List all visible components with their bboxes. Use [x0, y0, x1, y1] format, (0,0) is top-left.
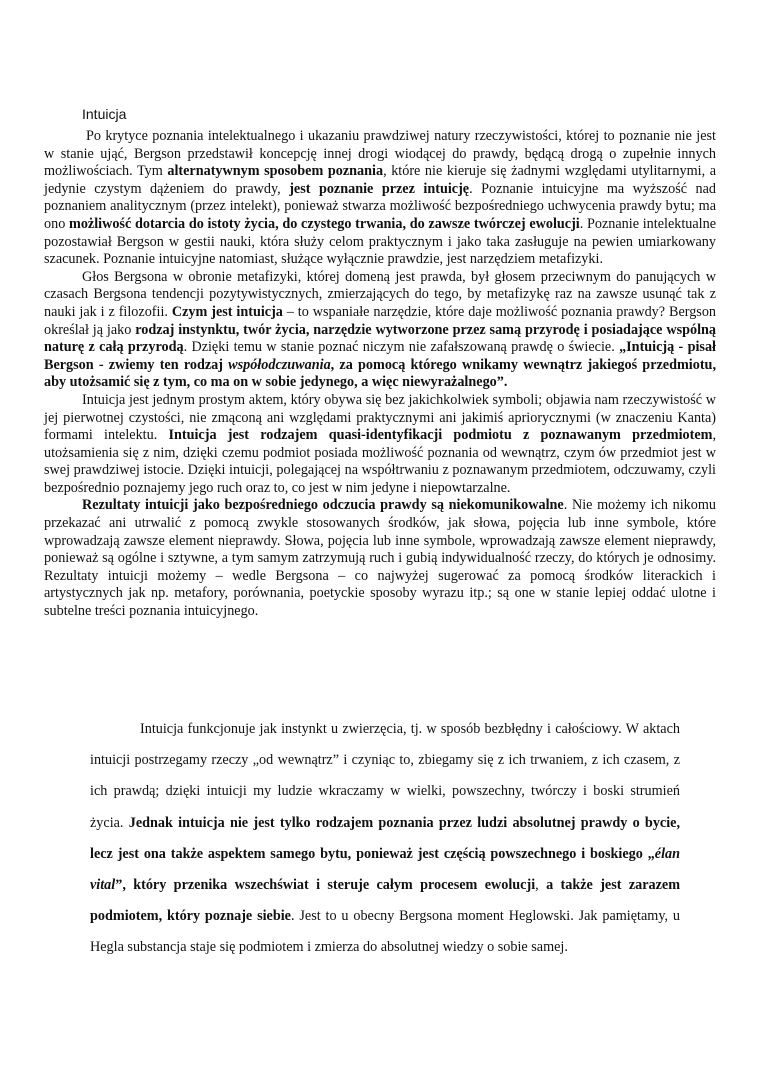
text-segment: jest poznanie przez intuicję	[289, 180, 470, 197]
text-segment: . Jest to u obecny Bergsona moment Heglowski. Jak pamiętamy, u Hegla substancja staje się podmiotem i zmierza do absolutnej wiedzy o sobie samej.	[90, 908, 680, 956]
text-segment: Czym jest intuicja	[171, 303, 283, 320]
text-segment: Intuicja funkcjonuje jak instynkt u zwierzęcia, tj. w sposób bezbłędny i całościowy. W aktach intuicji postrzegamy rzeczy „od wewnątrz” i czyniąc to, zbiegamy się z ich trwaniem, z ich czasem, z ich prawdą; dzięki intuicji my ludzie wkraczamy w wielki, powszechny, twórczy i boski strumień życia.	[90, 721, 680, 831]
block-quote	[90, 714, 680, 964]
text-segment: , które nie kieruje się żadnymi względami utylitarnymi, a jedynie czystym dążeniem do prawdy,	[44, 163, 716, 197]
text-segment: możliwość dotarcia do istoty życia, do czystego trwania, do zawsze twórczej ewolucji	[69, 215, 580, 232]
text-segment: . Nie możemy ich nikomu przekazać ani utrwalić z pomocą zwykle stosowanych środków, jak słowa, pojęcia lub inne symbole, które wprowadzają zawsze element nieprawdy. Słowa, pojęcia lub inne symbole, wprowadzają zawsze element nieprawdy, ponieważ są ogólne i sztywne, a tym samym zatrzymują ruch i gubią indywidualność rzeczy, do których je odnosimy. Rezultaty intuicji możemy – wedle Bergsona – co najwyżej sugerować za pomocą środków literackich i artystycznych jak np. metafory, porównania, poetyckie sposoby wyrazu itp.; są one w stanie lepiej oddać ulotne i subtelne treści poznania intuicyjnego.	[44, 497, 716, 620]
paragraph-5	[90, 714, 680, 964]
paragraph-4	[44, 497, 716, 620]
text-segment: , utożsamienia się z nim, dzięki czemu podmiot posiada możliwość poznania od wewnątrz, czym ów przedmiot jest w swej prawdziwej istocie. Dzięki intuicji, polegającej na współtrwaniu z poznawanym przedmiotem, odczuwamy, czyli bezpośrednio poznajemy jego ruch oraz to, co jest w nim jedyne i niepowtarzalne.	[44, 427, 716, 496]
text-segment: Intuicja jest jednym prostym aktem, który obywa się bez jakichkolwiek symboli; objawia nam rzeczywistość w jej pierwotnej czystości, nie zmąconą ani względami praktycznymi ani jakimiś apriorycznymi (w znaczeniu Kanta) formami intelektu.	[44, 391, 716, 444]
text-segment: élan vital	[90, 845, 680, 894]
text-segment: Jednak intuicja nie jest tylko rodzajem poznania przez ludzi absolutnej prawdy o bycie, lecz jest ona także aspektem samego bytu, ponieważ jest częścią powszechnego i boskiego „	[90, 814, 680, 862]
text-segment: ”, który przenika wszechświat i steruje całym procesem ewolucji	[115, 877, 536, 894]
text-segment: alternatywnym sposobem poznania	[167, 163, 384, 180]
text-segment: Po krytyce poznania intelektualnego i ukazaniu prawdziwej natury rzeczywistości, której to poznanie nie jest w stanie ująć, Bergson przedstawił koncepcję innej drogi wiodącej do prawdy, będącą drogą o zupełnie innych możliwościach. Tym	[44, 128, 716, 180]
text-segment: Intuicja jest rodzajem quasi-identyfikacji podmiotu z poznawanym przedmiotem	[168, 427, 713, 444]
text-segment: współodczuwania	[228, 356, 331, 373]
paragraph-2	[44, 269, 716, 392]
paragraph-1	[44, 128, 716, 269]
text-segment: . Poznanie intuicyjne ma wyższość nad poznaniem analitycznym (przez intelekt), ponieważ stwarza możliwość bezpośredniego uchwycenia prawdy bytu; ma ono	[44, 180, 716, 232]
text-segment: Rezultaty intuicji jako bezpośredniego odczucia prawdy są niekomunikowalne	[82, 497, 564, 514]
text-segment: . Poznanie intelektualne pozostawiał Bergson w gestii nauki, która służy celom praktycznym i jako taka zasługuje na pewien umiarkowany szacunek. Poznanie intuicyjne natomiast, służące wyłącznie prawdzie, jest narzędziem metafizyki.	[44, 215, 716, 268]
text-segment: a także jest zarazem podmiotem, który poznaje siebie	[90, 877, 681, 925]
text-segment: rodzaj instynktu, twór życia, narzędzie wytworzone przez samą przyrodę i posiadające wspólną naturę z całą przyrodą	[44, 321, 716, 356]
text-segment: , za pomocą którego wnikamy wewnątrz jakiegoś przedmiotu, aby utożsamić się z tym, co ma on w sobie jedynego, a więc niewyrażalnego”.	[44, 356, 716, 391]
text-segment: „Intuicją - pisał Bergson - zwiemy ten rodzaj	[44, 339, 716, 373]
document-title: Intuicja	[82, 106, 127, 122]
text-segment: ,	[535, 877, 547, 894]
paragraph-3	[44, 392, 716, 498]
text-segment: – to wspaniałe narzędzie, które daje możliwość poznania prawdy? Bergson określał ją jako	[44, 303, 717, 338]
document-body	[44, 128, 716, 621]
text-segment: Głos Bergsona w obronie metafizyki, której domeną jest prawda, był głosem przeciwnym do panujących w czasach Bergsona tendencji pozytywistycznych, zmierzających do tego, by metafizykę raz na zawsze usunąć tak z nauki jak i z filozofii.	[44, 268, 716, 320]
text-segment: . Dzięki temu w stanie poznać niczym nie zafałszowaną prawdę o świecie.	[183, 339, 620, 356]
